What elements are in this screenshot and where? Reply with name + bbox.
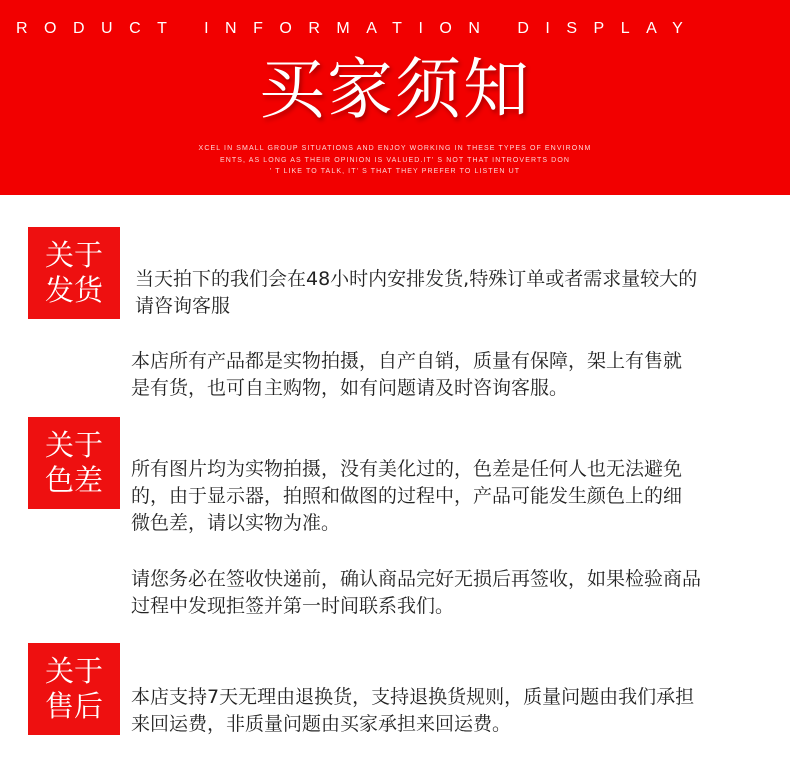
color-difference-paragraph <box>131 456 682 537</box>
shipping-paragraph <box>135 266 697 320</box>
badge-line: 发货 <box>44 273 103 307</box>
header-english-line: ENTS, AS LONG AS THEIR OPINION IS VALUED.IT' S NOT THAT INTROVERTS DON <box>219 156 571 164</box>
paragraph-line: 请您务必在签收快递前，确认商品完好无损后再签收，如果检验商品 <box>131 568 702 590</box>
paragraph-line: 微色差，请以实物为准。 <box>131 512 341 534</box>
in-stock-paragraph <box>131 348 682 402</box>
paragraph-line: 过程中发现拒签并第一时间联系我们。 <box>131 595 455 617</box>
paragraph-line: 本店所有产品都是实物拍摄，自产自销，质量有保障，架上有售就 <box>131 350 683 372</box>
header-english-line: ' T LIKE TO TALK, IT' S THAT THEY PREFER TO LISTEN UT <box>269 168 521 175</box>
badge-color-difference <box>28 417 120 509</box>
header-english-paragraph <box>160 143 630 178</box>
header-banner <box>0 0 790 195</box>
paragraph-line: 来回运费，非质量问题由买家承担来回运费。 <box>131 713 512 735</box>
badge-line: 关于 <box>44 654 103 688</box>
paragraph-line: 所有图片均为实物拍摄，没有美化过的，色差是任何人也无法避免 <box>131 458 683 480</box>
badge-line: 色差 <box>44 463 103 497</box>
paragraph-line: 的，由于显示器，拍照和做图的过程中，产品可能发生颜色上的细 <box>131 485 683 507</box>
paragraph-line: 当天拍下的我们会在48小时内安排发货,特殊订单或者需求量较大的 <box>135 268 698 290</box>
paragraph-line: 请咨询客服 <box>135 295 231 317</box>
badge-line: 关于 <box>44 238 103 272</box>
header-english-line: XCEL IN SMALL GROUP SITUATIONS AND ENJOY WORKING IN THESE TYPES OF ENVIRONM <box>198 145 592 152</box>
page-title: 买家须知 <box>259 51 531 128</box>
paragraph-line: 本店支持7天无理由退换货，支持退换货规则，质量问题由我们承担 <box>131 686 695 708</box>
badge-shipping <box>28 227 120 319</box>
badge-after-sales <box>28 643 120 735</box>
signing-paragraph <box>131 566 701 620</box>
after-sales-paragraph <box>131 684 694 738</box>
badge-line: 售后 <box>44 689 103 723</box>
header-english-tagline: RODUCT INFORMATION DISPLAY <box>16 20 700 37</box>
badge-line: 关于 <box>44 428 103 462</box>
paragraph-line: 是有货，也可自主购物，如有问题请及时咨询客服。 <box>131 377 569 399</box>
